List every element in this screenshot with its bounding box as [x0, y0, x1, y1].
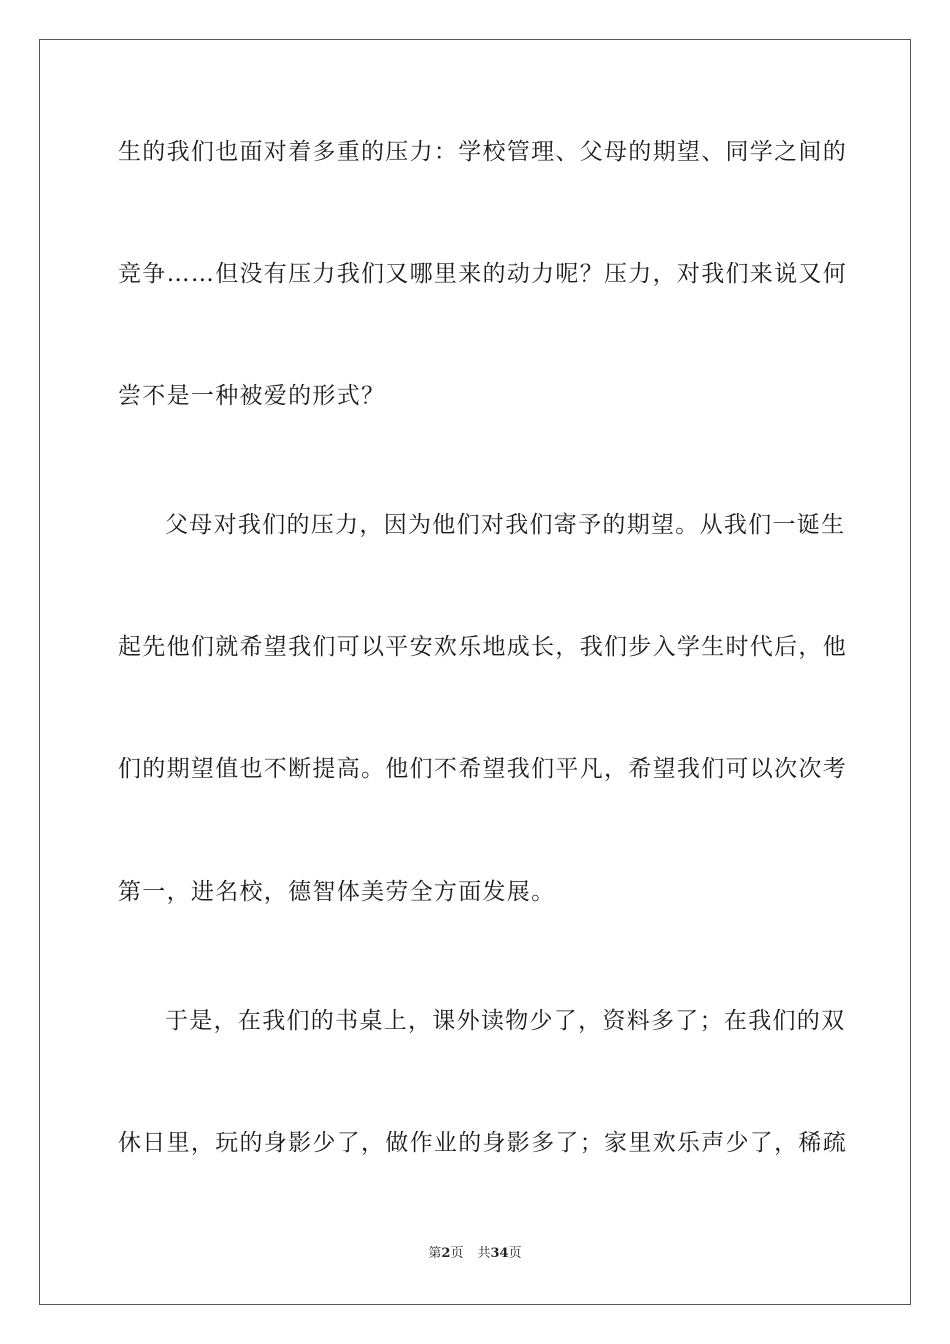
total-pages-number: 34 [490, 1246, 509, 1261]
page-footer [0, 1245, 950, 1263]
current-page-number: 2 [441, 1246, 451, 1261]
total-label-prefix: 共 [477, 1246, 491, 1261]
page-label-prefix: 第 [428, 1246, 442, 1261]
paragraph-line: 于是，在我们的书桌上，课外读物少了，资料多了；在我们的双 [165, 1008, 846, 1034]
paragraph-line: 尝不是一种被爱的形式？ [118, 383, 386, 409]
page-label-suffix: 页 [450, 1246, 464, 1261]
total-label-suffix: 页 [508, 1246, 522, 1261]
paragraph-line: 们的期望值也不断提高。他们不希望我们平凡，希望我们可以次次考 [118, 756, 847, 782]
paragraph-line: 父母对我们的压力，因为他们对我们寄予的期望。从我们一诞生 [165, 512, 846, 538]
paragraph-line: 生的我们也面对着多重的压力：学校管理、父母的期望、同学之间的 [118, 139, 847, 165]
paragraph-line: 第一，进名校，德智体美劳全方面发展。 [118, 879, 556, 905]
page-border [39, 39, 911, 1305]
paragraph-line: 竞争……但没有压力我们又哪里来的动力呢？压力，对我们来说又何 [118, 261, 847, 287]
paragraph-line: 起先他们就希望我们可以平安欢乐地成长，我们步入学生时代后，他 [118, 634, 847, 660]
paragraph-line: 休日里，玩的身影少了，做作业的身影多了；家里欢乐声少了，稀疏 [118, 1130, 847, 1156]
